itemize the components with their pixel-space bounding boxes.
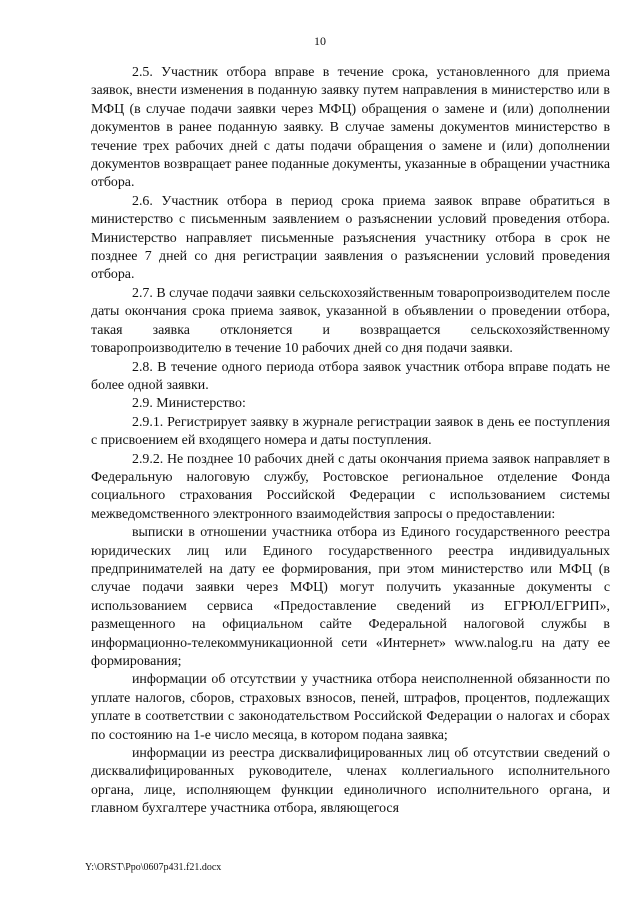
paragraph-2-9: 2.9. Министерство: [132, 396, 246, 412]
paragraph-2-5: 2.5. Участник отбора вправе в течение срока, установленного для приема заявок, внести изменения в поданную заявку путем направления в министерство или в МФЦ (в случае подачи заявки через МФЦ) обращения о замене и (или) дополнении документов в ранее поданную заявку. В случае замены документов министерство в течение трех рабочих дней с даты подачи обращения о замене и (или) дополнении документов возвращает ранее поданные документы, указанные в обращении участника отбора. [91, 65, 610, 191]
paragraph-2-6: 2.6. Участник отбора в период срока приема заявок вправе обратиться в министерство с письменным заявлением о разъяснении условий проведения отбора. Министерство направляет письменные разъяснения участнику отбора в срок не позднее 7 дней со дня регистрации заявления о разъяснении условий проведения отбора. [91, 193, 610, 283]
paragraph-2-9-1: 2.9.1. Регистрирует заявку в журнале регистрации заявок в день ее поступления с присвоением ей входящего номера и даты поступления. [91, 414, 610, 449]
paragraph-2-9-2: 2.9.2. Не позднее 10 рабочих дней с даты окончания приема заявок направляет в Федеральную налоговую службу, Ростовское региональное отделение Фонда социального страхования Российской Федерации с использованием системы межведомственного электронного взаимодействия запросы о предоставлении: [91, 451, 610, 522]
paragraph-2-7: 2.7. В случае подачи заявки сельскохозяйственным товаропроизводителем после даты окончания срока приема заявок, указанной в объявлении о проведении отбора, такая заявка отклоняется и возвращается сельскохозяйственному товаропроизводителю в течение 10 рабочих дней со дня подачи заявки. [91, 285, 610, 357]
footer-file-path: Y:\ORST\Ppo\0607p431.f21.docx [85, 862, 222, 873]
page-number: 10 [314, 34, 326, 48]
paragraph-egrul-extract: выписки в отношении участника отбора из Единого государственного реестра юридических лиц или Единого государственного реестра индивидуальных предпринимателей на дату ее формирования, при этом министерство или МФЦ (в случае подачи заявки через МФЦ) могут получить указанные документы с использованием сервиса «Предоставление сведений из ЕГРЮЛ/ЕГРИП», размещенного на официальном сайте Федеральной налоговой службы в информационно-телекоммуникационной сети «Интернет» www.nalog.ru на дату ее формирования; [91, 525, 610, 669]
paragraph-2-8: 2.8. В течение одного периода отбора заявок участник отбора вправе подать не более одной заявки. [91, 359, 610, 393]
paragraph-disqualified-registry: информации из реестра дисквалифицированных лиц об отсутствии сведений о дисквалифицированных руководителе, членах коллегиального исполнительного органа, лице, исполняющем функции единоличного исполнительного органа, и главном бухгалтере участника отбора, являющегося [91, 746, 610, 817]
paragraph-tax-info: информации об отсутствии у участника отбора неисполненной обязанности по уплате налогов, сборов, страховых взносов, пеней, штрафов, процентов, подлежащих уплате в соответствии с законодательством Российской Федерации о налогах и сборах по состоянию на 1-е число месяца, в котором подана заявка; [91, 672, 610, 743]
body-text [91, 64, 610, 819]
